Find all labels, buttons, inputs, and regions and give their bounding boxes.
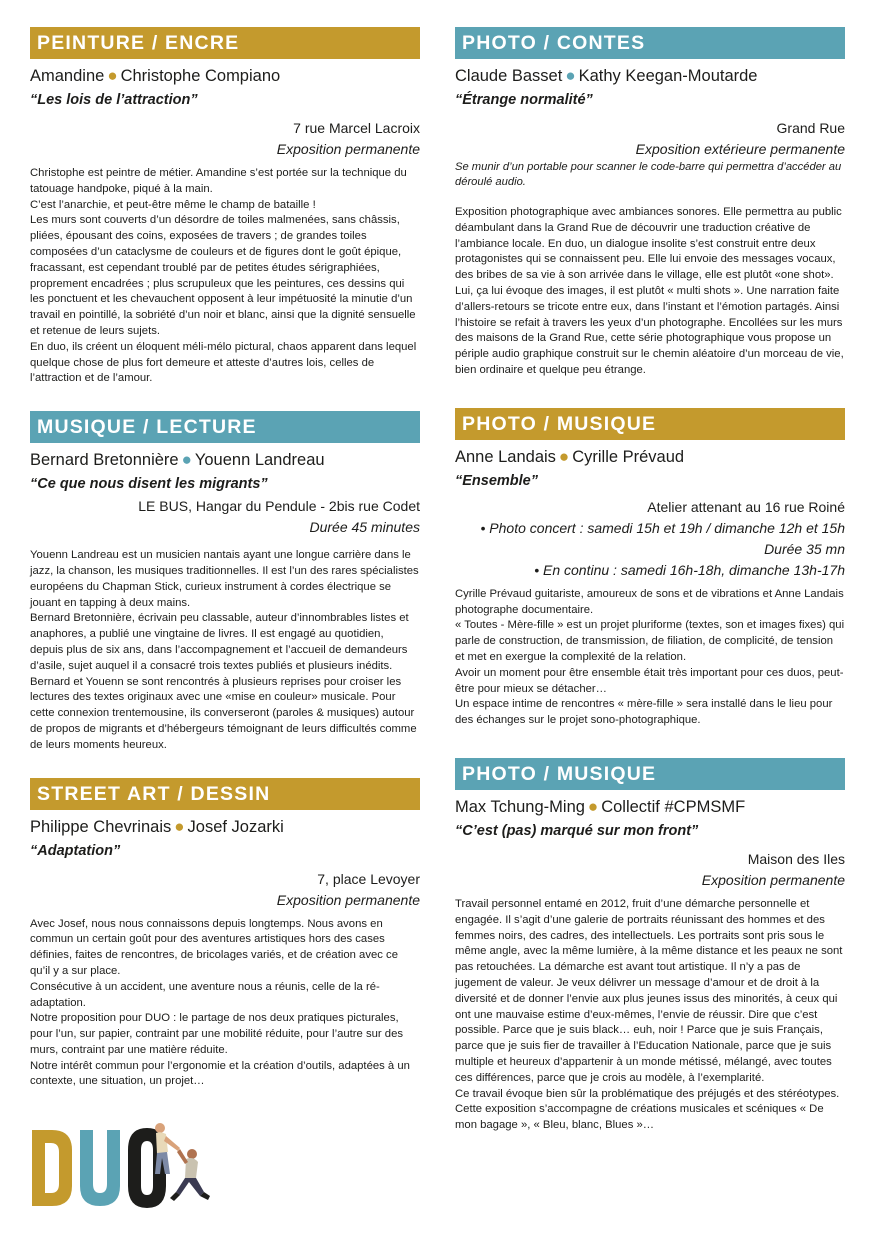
work-title: “Ensemble” <box>455 472 538 489</box>
paragraph: Avec Josef, nous nous connaissons depuis longtemps. Nous avons en commun un certain goût pour des aventures artistiques hors des cases définies, faites de rencontres, de bricolages variés, et de création avec ce qu’il y a sur place. <box>30 917 398 977</box>
paragraph: Lui, ça lui évoque des images, il est plutôt « multi shots ». Une narration faite d’allers-retours se tricote entre eux, dans l’instant et l’émotion partagés. Ainsi l’histoire se refait à travers les yeux d’un photographe. Encollées sur les murs des maisons de la Grand Rue, cette série photographique vous propose un périple audio graphique construit sur le chemin aléatoire d’un morceau de vie, bien ordinaire et quelque peu étrange. <box>455 284 844 376</box>
exhibition-type: Exposition permanente <box>276 141 420 157</box>
description <box>30 548 420 753</box>
paragraph: Travail personnel entamé en 2012, fruit d’une démarche personnelle et engagée. Il s’agit d’une galerie de portraits réunissant des hommes et des femmes noirs, des cadres, des intellectuels. Les portraits sont pris sous le même angle, avec la même lumière, à la même distance et les peaux ne sont pas retouchées. La démarche est avant tout artistique. Il n’y a pas de jugement de valeur. Je veux délivrer un message d’amour et de droit à la diversité et de donner l’envie aux plus jeunes issus des minorités, à ceux qui ont une mauvaise estime d’eux-mêmes, l’envie de réussir. Dire que c’est possible. Parce que je suis black… euh, noir ! Parce que je suis Français, parce que je suis fier de travailler à l’Education Nationale, parce que je suis multiple et heureux d’appartenir à un monde métissé, mélangé, avec toutes ces différences, parce que je crois au modèle, à l’exemplarité. <box>455 897 843 1084</box>
paragraph: Exposition photographique avec ambiances sonores. Elle permettra au public déambulant dans la Grand Rue de découvrir une traduction créative de l’ambiance locale. En duo, un dialogue insolite s’est construit entre deux protagonistes qui se connaissent peu. Elle lui envoie des messages vocaux, des bribes de sa vie à son arrivée dans le village, elle est plutôt «one shot». <box>455 206 842 282</box>
artist-name: Cyrille Prévaud <box>572 447 685 466</box>
bullet-dot-icon: ● <box>565 66 576 85</box>
artist-name: Philippe Chevrinais <box>30 817 172 836</box>
artist-names <box>455 797 845 817</box>
description <box>455 897 845 1134</box>
exhibition-type: Exposition permanente <box>276 891 420 908</box>
paragraph: Avoir un moment pour être ensemble était très important pour ces duos, peut-être pour mieux se détacher… <box>455 666 844 695</box>
artist-names <box>455 447 845 467</box>
artist-names <box>30 66 420 86</box>
left-column <box>30 27 420 1114</box>
section-heading: STREET ART / DESSIN <box>30 778 420 810</box>
section-photo-musique-2 <box>455 758 845 1134</box>
artist-name: Anne Landais <box>455 447 556 466</box>
paragraph: Les murs sont couverts d’un désordre de toiles malmenées, sans châssis, pliées, épousant des coins, exposées de travers ; de grandes toiles composées d’un cataclysme de couleurs et de figures dont le goût épique, fracassant, est cependant troublé par de petites études sérigraphiées, proprement encadrées ; plus scrupuleux que les peintures, ces dessins qui les ponctuent et les chevauchent opposent à leur impétuosité la minutie d’un travail en pointillé, la sobriété d’un noir et blanc, ainsi que la dignité sensuelle et retenue de leurs sujets. <box>30 214 416 337</box>
venue-info <box>455 118 845 160</box>
artist-name: Claude Basset <box>455 67 563 85</box>
artist-name: Youenn Landreau <box>194 451 325 470</box>
work-title: “Adaptation” <box>30 842 121 859</box>
paragraph: Bernard et Youenn se sont rencontrés à plusieurs reprises pour croiser les lectures des textes originaux avec une «mise en couleur» musicale. Pour cette connexion trentemousine, ils converseront (paroles & musiques) autour de propos de migrants et d’hébergeurs témoignant de leurs difficultés comme de leurs moments heureux. <box>30 675 417 751</box>
paragraph: C’est l’anarchie, et peut-être même le champ de bataille ! <box>30 198 316 211</box>
paragraph: Ce travail évoque bien sûr la problématique des préjugés et des stéréotypes. <box>455 1087 840 1100</box>
venue-address: Maison des Iles <box>747 850 845 867</box>
description <box>455 587 845 729</box>
duration: Durée 45 minutes <box>309 519 420 536</box>
section-musique-lecture <box>30 411 420 753</box>
venue-info <box>30 118 420 160</box>
section-heading: PHOTO / MUSIQUE <box>455 758 845 790</box>
description <box>30 917 420 1091</box>
artist-names <box>30 450 420 470</box>
venue-info <box>30 869 420 911</box>
venue-address: 7, place Levoyer <box>317 870 420 887</box>
paragraph: Notre intérêt commun pour l’ergonomie et la création d’outils, adaptées à un contexte, une situation, un projet… <box>30 1059 410 1088</box>
qr-instructions: Se munir d’un portable pour scanner le code-barre qui permettra d’accéder au déroulé audio. <box>455 161 842 188</box>
artist-name: Christophe Compiano <box>120 67 281 85</box>
venue-address: LE BUS, Hangar du Pendule - 2bis rue Codet <box>138 498 420 515</box>
bullet-dot-icon: ● <box>174 816 185 836</box>
paragraph: Cyrille Prévaud guitariste, amoureux de sons et de vibrations et Anne Landais photographe documentaire. <box>455 587 844 616</box>
section-street-art-dessin <box>30 778 420 1091</box>
logo-letter-u <box>80 1130 120 1206</box>
description <box>30 166 420 387</box>
artist-name: Amandine <box>30 67 105 85</box>
paragraph: Youenn Landreau est un musicien nantais ayant une longue carrière dans le jazz, la chanson, les musiques traditionnelles. Il est l’un des rares spécialistes européens du Chapman Stick, curieux instrument à cordes électrique se jouant en tapping à deux mains. <box>30 549 419 609</box>
paragraph: Consécutive à un accident, une aventure nous a réunis, celle de la ré-adaptation. <box>30 980 380 1009</box>
section-heading: PEINTURE / ENCRE <box>30 27 420 59</box>
venue-info <box>30 496 420 538</box>
bullet-dot-icon: ● <box>107 66 118 85</box>
artist-name: Collectif #CPMSMF <box>601 797 746 816</box>
paragraph: Un espace intime de rencontres « mère-fille » sera installé dans le lieu pour des échanges sur le projet sono-photographique. <box>455 698 833 727</box>
paragraph: Christophe est peintre de métier. Amandine s’est portée sur la technique du tatouage handpoke, piqué à la main. <box>30 167 407 195</box>
paragraph: « Toutes - Mère-fille » est un projet pluriforme (textes, son et images fixes) qui parle de construction, de transmission, de filiation, de complicité, de tension et met en exergue la complexité de la relation. <box>455 619 845 663</box>
section-heading: PHOTO / CONTES <box>455 27 845 59</box>
artist-names <box>30 817 420 837</box>
right-column <box>455 27 845 1158</box>
paragraph: Cette exposition s’accompagne de créations musicales et scéniques « De mon bagage », « Bleu, blanc, Blues »… <box>455 1103 824 1132</box>
duo-logo <box>30 1122 220 1214</box>
duration: Durée 35 mn <box>764 540 845 557</box>
exhibition-type: Exposition permanente <box>701 871 845 888</box>
venue-address: 7 rue Marcel Lacroix <box>293 120 420 136</box>
section-heading: MUSIQUE / LECTURE <box>30 411 420 443</box>
venue-address: Grand Rue <box>776 120 845 136</box>
section-heading: PHOTO / MUSIQUE <box>455 408 845 440</box>
work-title: “Les lois de l’attraction” <box>30 92 198 108</box>
exhibition-type: Exposition extérieure permanente <box>635 141 845 157</box>
artist-name: Bernard Bretonnière <box>30 451 179 470</box>
section-photo-contes <box>455 27 845 379</box>
schedule-continuous: • En continu : samedi 16h-18h, dimanche 13h-17h <box>534 561 845 578</box>
paragraph: Bernard Bretonnière, écrivain peu classable, auteur d’innombrables listes et anaphores, a publié une vingtaine de livres. Il est engagé au quotidien, depuis plus de six ans, dans l’accompagnement et l’accueil de demandeurs d’asile, sujet auquel il a consacré trois textes publiés et plusieurs inédits. <box>30 612 409 672</box>
bullet-dot-icon: ● <box>181 450 192 470</box>
artist-names <box>455 66 845 86</box>
venue-info <box>455 497 845 581</box>
work-title: “Ce que nous disent les migrants” <box>30 476 268 493</box>
paragraph: Notre proposition pour DUO : le partage de nos deux pratiques picturales, pour l’un, sur papier, contraint par une mobilité réduite, pour l’autre sur des murs, contraint par une matière réduite. <box>30 1012 404 1056</box>
bullet-dot-icon: ● <box>587 796 599 816</box>
work-title: “Étrange normalité” <box>455 92 593 108</box>
description <box>455 205 845 379</box>
venue-info <box>455 849 845 891</box>
schedule-concert: • Photo concert : samedi 15h et 19h / dimanche 12h et 15h <box>480 519 845 536</box>
paragraph: En duo, ils créent un éloquent méli-mélo pictural, chaos apparent dans lequel quelque chose de plus fort demeure et atteste d’autres lois, celles de l’attraction et de l’amour. <box>30 340 417 385</box>
section-peinture-encre <box>30 27 420 387</box>
bullet-dot-icon: ● <box>558 446 570 466</box>
section-photo-musique-1 <box>455 408 845 729</box>
venue-address: Atelier attenant au 16 rue Roiné <box>647 498 845 515</box>
artist-name: Max Tchung-Ming <box>455 797 585 816</box>
logo-letter-d <box>32 1130 72 1206</box>
work-title: “C’est (pas) marqué sur mon front” <box>455 822 699 839</box>
artist-name: Josef Jozarki <box>187 817 284 836</box>
artist-name: Kathy Keegan-Moutarde <box>578 67 758 85</box>
